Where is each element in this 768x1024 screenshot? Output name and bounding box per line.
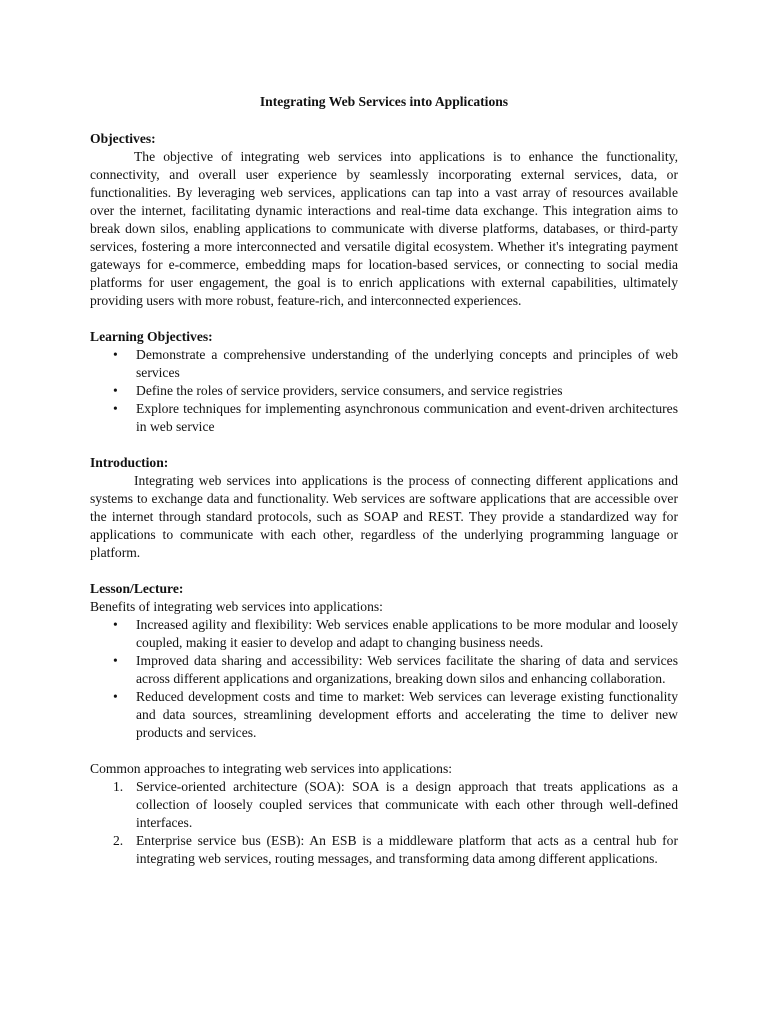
bullet-icon: • bbox=[113, 401, 118, 416]
section-spacer bbox=[90, 436, 678, 454]
benefits-list bbox=[90, 616, 678, 742]
list-item: • Improved data sharing and accessibility: Web services facilitate the sharing of data and services across different applications and organizations, breaking down silos and enhancing collaboration. bbox=[113, 653, 678, 686]
bullet-icon: • bbox=[113, 689, 118, 704]
list-number: 1. bbox=[113, 779, 124, 794]
list-item: 1. Service-oriented architecture (SOA): SOA is a design approach that treats applications as a collection of loosely coupled services that communicate with each other through well-defined interfaces. bbox=[113, 779, 678, 830]
list-item: • Define the roles of service providers, service consumers, and service registries bbox=[113, 383, 563, 398]
list-number: 2. bbox=[113, 833, 124, 848]
document-title: Integrating Web Services into Applications bbox=[259, 94, 509, 109]
bullet-icon: • bbox=[113, 653, 118, 668]
section-spacer bbox=[90, 310, 678, 328]
bullet-icon: • bbox=[113, 383, 118, 398]
objectives-heading: Objectives: bbox=[90, 131, 156, 146]
benefits-intro: Benefits of integrating web services into applications: bbox=[90, 599, 383, 614]
section-spacer bbox=[90, 562, 678, 580]
list-item: • Reduced development costs and time to market: Web services can leverage existing functionality and data sources, streamlining development efforts and accelerating the time to deliver new products and services. bbox=[113, 689, 678, 740]
introduction-heading: Introduction: bbox=[90, 455, 169, 470]
objectives-paragraph: The objective of integrating web services into applications is to enhance the functionality, connectivity, and overall user experience by seamlessly incorporating external services, data, or functionalities. By leveraging web services, applications can tap into a vast array of resources available over the internet, facilitating dynamic interactions and real-time data exchange. This integration aims to break down silos, enabling applications to communicate with diverse platforms, databases, or third-party services, fostering a more interconnected and versatile digital ecosystem. Whether it's integrating payment gateways for e-commerce, embedding maps for location-based services, or connecting to social media platforms for user engagement, the goal is to enrich applications with external capabilities, ultimately providing users with more robust, feature-rich, and interconnected experiences. bbox=[90, 149, 678, 308]
approaches-list bbox=[90, 778, 678, 868]
list-item: 2. Enterprise service bus (ESB): An ESB is a middleware platform that acts as a central hub for integrating web services, routing messages, and transforming data among different applications. bbox=[113, 833, 678, 866]
list-item: • Demonstrate a comprehensive understanding of the underlying concepts and principles of web services bbox=[113, 347, 678, 380]
learning-objectives-heading: Learning Objectives: bbox=[90, 329, 213, 344]
section-spacer bbox=[90, 742, 678, 760]
list-item: • Increased agility and flexibility: Web services enable applications to be more modular and loosely coupled, making it easier to develop and adapt to changing business needs. bbox=[113, 617, 678, 650]
bullet-icon: • bbox=[113, 347, 118, 362]
bullet-icon: • bbox=[113, 617, 118, 632]
lesson-heading: Lesson/Lecture: bbox=[90, 581, 184, 596]
document-page bbox=[90, 93, 678, 868]
introduction-paragraph: Integrating web services into applications is the process of connecting different applications and systems to exchange data and functionality. Web services are software applications that are accessible over the internet through standard protocols, such as SOAP and REST. They provide a standardized way for applications to communicate with each other, regardless of the underlying programming language or platform. bbox=[90, 473, 678, 560]
learning-objectives-list bbox=[90, 346, 678, 436]
list-item: • Explore techniques for implementing asynchronous communication and event-driven architectures in web service bbox=[113, 401, 678, 434]
approaches-intro: Common approaches to integrating web services into applications: bbox=[90, 761, 453, 776]
